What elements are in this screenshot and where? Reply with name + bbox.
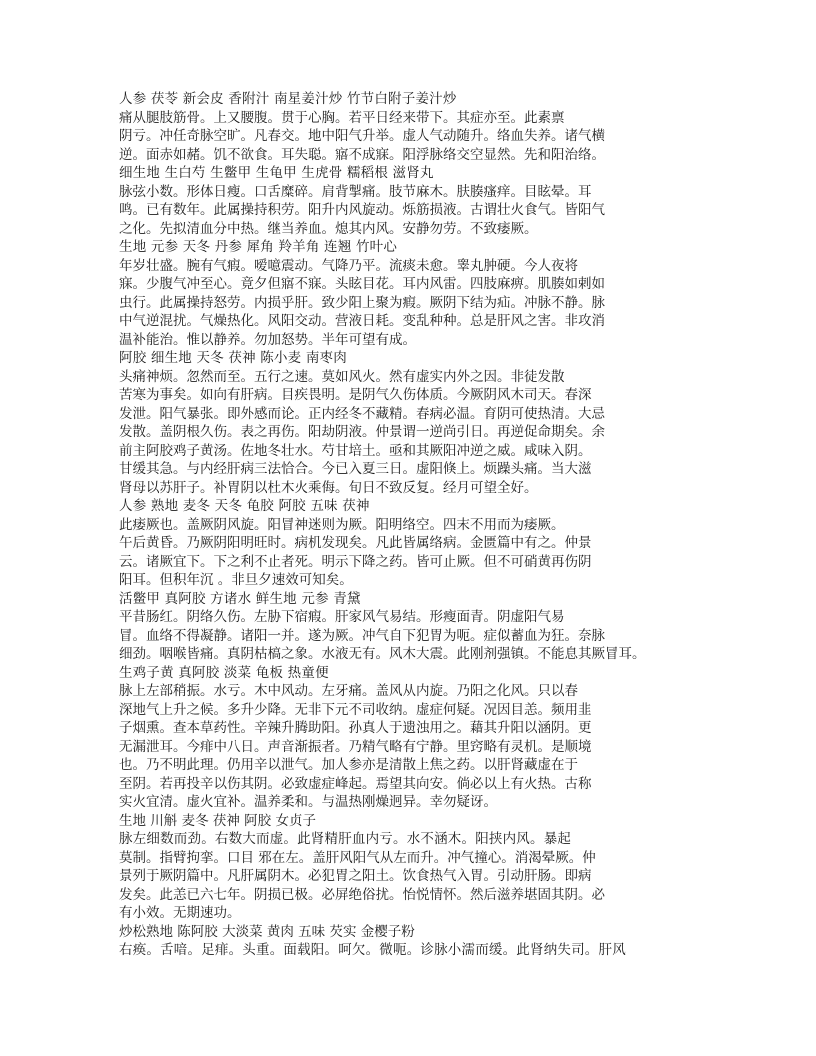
- text-line: 甘缓其急。与内经肝病三法恰合。今已入夏三日。虚阳倏上。烦躁头痛。当大滋: [119, 461, 592, 477]
- document-text-body: [119, 90, 659, 960]
- text-line: 中气逆混扰。气燥热化。风阳交动。营液日耗。变乱种种。总是肝风之害。非攻消: [119, 313, 605, 329]
- text-line: 发泄。阳气暴张。即外感而论。正内经冬不藏精。春病必温。育阴可使热清。大忌: [119, 405, 605, 422]
- text-line: 鸣。已有数年。此属操持积劳。阳升内风旋动。烁筋损液。古谓壮火食气。皆阳气: [119, 202, 605, 218]
- text-line: 炒松熟地 陈阿胶 大淡菜 黄肉 五味 芡实 金樱子粉: [119, 923, 415, 940]
- prescription-line: 人参 茯苓 新会皮 香附汁 南星姜汁炒 竹节白附子姜汁炒: [119, 91, 457, 107]
- text-line: 午后黄昏。乃厥阴阳明旺时。病机发现矣。凡此皆属络病。金匮篇中有之。仲景: [119, 535, 592, 551]
- prescription-line: 细生地 生白芍 生鳖甲 生龟甲 生虎骨 糯稻根 滋肾丸: [119, 165, 434, 181]
- text-line: 寐。少腹气冲至心。竟夕但寤不寐。头眩目花。耳内风雷。四肢麻痹。肌腠如剌如: [119, 276, 605, 292]
- text-line: 也。乃不明此理。仍用辛以泄气。加人参亦是清散上焦之药。以肝肾藏虚在于: [119, 757, 578, 773]
- text-line: 脉上左部稍振。水亏。木中风动。左牙痛。盖风从内旋。乃阳之化风。只以春: [119, 683, 578, 699]
- text-line: 逆。面赤如赭。饥不欲食。耳失聪。寤不成寐。阳浮脉络交空显然。先和阳治络。: [119, 146, 605, 163]
- text-line: 痛从腿肢筋骨。上又腰腹。贯于心胸。若平日经来带下。其症亦至。此素禀: [119, 109, 565, 126]
- text-line: 无漏泄耳。今痱中八日。声音渐振者。乃精气略有宁静。里窍略有灵机。是顺境: [119, 738, 592, 755]
- text-line: 阳耳。但积年沉 。非旦夕速效可知矣。: [119, 572, 353, 588]
- prescription-line: 人参 熟地 麦冬 天冬 龟胶 阿胶 五味 茯神: [119, 498, 370, 514]
- text-line: 温补能治。惟以静养。勿加怒势。半年可望有成。: [119, 331, 416, 348]
- prescription-line: 生鸡子黄 真阿胶 淡菜 龟板 热童便: [119, 664, 329, 681]
- text-line: 年岁壮盛。腕有气瘕。嗳噫震动。气降乃平。流痰未愈。睾丸肿硬。今人夜将: [119, 257, 578, 274]
- text-line: 肾母以苏肝子。补胃阴以杜木火乘侮。旬日不致反复。经月可望全好。: [119, 479, 538, 496]
- text-line: 深地气上升之候。多升少降。无非下元不司收纳。虚症何疑。况因目恙。频用韭: [119, 701, 592, 718]
- text-line: 前主阿胶鸡子黄汤。佐地冬壮水。芍甘培土。亟和其厥阳冲逆之威。咸味入阴。: [119, 442, 592, 459]
- text-line: 实火宜清。虚火宜补。温养柔和。与温热刚燥迥异。幸勿疑讶。: [119, 794, 497, 810]
- text-line: 细劲。咽喉皆痛。真阴枯槁之象。水液无有。风木大震。此刚剂强镇。不能息其厥冒耳。: [119, 646, 646, 662]
- prescription-line: 右痪。舌喑。足痱。头重。面载阳。呵欠。微呃。诊脉小濡而缓。此肾纳失司。肝风: [119, 942, 626, 958]
- text-line: 有小效。无期速功。: [119, 905, 241, 921]
- text-line: 莫制。指臂拘挛。口目 邪在左。盖肝风阳气从左而升。冲气撞心。消渴晕厥。仲: [119, 849, 596, 866]
- text-line: 至阴。若再投辛以伤其阴。必致虚症峰起。焉望其向安。倘必以上有火热。古称: [119, 775, 592, 792]
- text-line: 平昔肠红。阴络久伤。左胁下宿瘕。肝家风气易结。形瘦面青。阴虚阳气易: [119, 609, 565, 625]
- text-line: 子烟熏。查本草药性。辛辣升腾助阳。孙真人于遗浊用之。藉其升阳以涵阴。更: [119, 720, 592, 736]
- text-line: 头痛神烦。忽然而至。五行之速。莫如风火。然有虚实内外之因。非徒发散: [119, 368, 565, 385]
- text-line: 发散。盖阴根久伤。表之再伤。阳劫阴液。仲景谓一逆尚引日。再逆促命期矣。余: [119, 424, 605, 440]
- text-line: 冒。血络不得凝静。诸阳一并。遂为厥。冲气自下犯胃为呃。症似蓄血为狂。奈脉: [119, 627, 605, 644]
- prescription-line: 脉左细数而劲。右数大而虚。此肾精肝血内亏。水不涵木。阳挟内风。暴起: [119, 831, 572, 847]
- text-line: 景列于厥阴篇中。凡肝属阴木。必犯胃之阳土。饮食热气入胃。引动肝肠。即病: [119, 868, 592, 884]
- text-line: 生地 川斛 麦冬 茯神 阿胶 女贞子: [119, 812, 316, 829]
- prescription-line: 活鳖甲 真阿胶 方诸水 鲜生地 元参 青黛: [119, 590, 361, 607]
- text-line: 虫行。此属操持怒劳。内损乎肝。致少阳上聚为瘕。厥阴下结为疝。冲脉不静。脉: [119, 294, 605, 311]
- text-line: 此痿厥也。盖厥阴风旋。阳冒神迷则为厥。阳明络空。四末不用而为痿厥。: [119, 516, 565, 533]
- text-line: 苦寒为事矣。如向有肝病。目疾畏明。是阴气久伤体质。今厥阴风木司天。春深: [119, 387, 592, 403]
- text-line: 云。诸厥宜下。下之利不止者死。明示下降之药。皆可止厥。但不可硝黄再伤阴: [119, 553, 592, 570]
- prescription-line: 阿胶 细生地 天冬 茯神 陈小麦 南枣肉: [119, 350, 347, 366]
- text-line: 阴亏。冲任奇脉空旷。凡春交。地中阳气升举。虚人气动随升。络血失养。诸气横: [119, 128, 605, 144]
- text-line: 脉弦小数。形体日瘦。口舌糜碎。肩背掣痛。肢节麻木。肤腠瘙痒。目眩晕。耳: [119, 183, 592, 200]
- prescription-line: 生地 元参 天冬 丹参 犀角 羚羊角 连翘 竹叶心: [119, 239, 398, 255]
- text-line: 之化。先拟清血分中热。继当养血。熄其内风。安静勿劳。不致痿厥。: [119, 220, 538, 237]
- text-line: 发矣。此恙已六七年。阴损已极。必屏绝俗扰。怡悦情怀。然后滋养堪固其阴。必: [119, 886, 605, 903]
